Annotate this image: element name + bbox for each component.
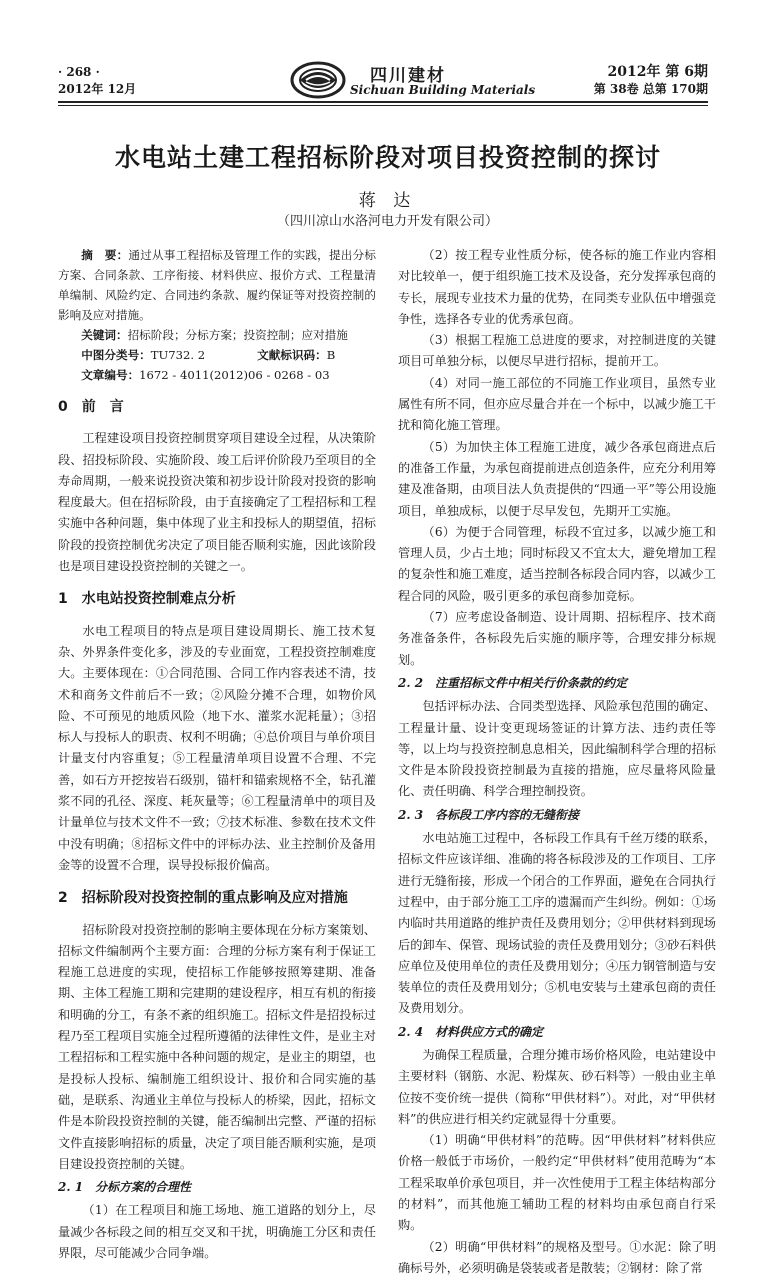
keywords-text: 招标阶段；分标方案；投资控制；应对措施 <box>127 328 348 342</box>
clc-value: TU732. 2 <box>150 348 206 362</box>
journal-masthead <box>290 58 540 102</box>
article-no-label: 文章编号： <box>81 368 140 382</box>
right-column <box>398 245 716 1279</box>
section-2-paragraph: 招标阶段对投资控制的影响主要体现在分标方案策划、招标文件编制两个主要方面：合理的分标方案有利于保证工程施工总进度的实现，使招标工作能够按照筹建期、准备期、主体工程施工期和完建期的建设程序，相互有机的衔接和明确的分工，有条不紊的组织施工。招标文件是招投标过程乃至工程项目实施全过程所遵循的法律性文件，是业主对工程招标和工程实施中各种问题的规定，是业主的期望，也是投标人投标、编制施工组织设计、报价和合同实施的基础，是联系、沟通业主单位与投标人的桥梁，因此，招标文件是本阶段投资控制的关键，能否编制出完整、严谨的招标文件直接影响招标的质量，决定了项目能否顺利实施，是项目建设投资控制的关键。 <box>58 922 376 1171</box>
article-no-value: 1672 - 4011(2012)06 - 0268 - 03 <box>139 368 330 382</box>
section-1-heading: 1 水电站投资控制难点分析 <box>58 591 236 608</box>
header-left <box>58 64 136 98</box>
keywords-label: 关键词： <box>81 328 128 342</box>
journal-name-cn: 四川建材 <box>370 66 446 86</box>
left-column <box>58 245 376 1264</box>
section-2-1-item-1: （1）在工程项目和施工场地、施工道路的划分上，尽量减少各标段之间的相互交叉和干扰，明确施工分区和责任界限，尽可能减少合同争端。 <box>58 1203 376 1260</box>
header-date: 2012年 12月 <box>58 82 137 96</box>
section-2-1-item-6: （6）为便于合同管理，标段不宜过多，以减少施工和管理人员，少占土地；同时标段又不宜太大，避免增加工程的复杂性和施工难度，适当控制各标段合同内容，以减少工程合同的风险，吸引更多的承包商参加竞标。 <box>398 524 716 603</box>
author-name: 蒋 达 <box>358 191 417 211</box>
section-0-heading: 0 前 言 <box>58 399 124 415</box>
section-2-4-item-2: （2）明确“甲供材料”的规格及型号。①水泥：除了明确标号外，必须明确是袋装或者是散装；②钢材：除了常 <box>398 1239 716 1275</box>
article-number-line <box>58 365 376 385</box>
section-2-4-heading: 2. 4 材料供应方式的确定 <box>398 1024 544 1039</box>
abstract-text: 通过从事工程招标及管理工作的实践，提出分标方案、合同条款、工序衔接、材料供应、报价方式、工程量清单编制、风险约定、合同违约条款、履约保证等对投资控制的影响及应对措施。 <box>58 248 376 322</box>
abstract <box>58 245 376 325</box>
section-2-1-item-5: （5）为加快主体工程施工进度，减少各承包商进点后的准备工作量，为承包商提前进点创造条件，应充分利用筹建及准备期，由项目法人负责提供的“四通一平”等公用设施项目，单独成标，以便于尽早发包，先期开工实施。 <box>398 439 716 518</box>
classification-line <box>58 345 376 365</box>
issue-number: 2012年 第 6期 <box>607 64 708 80</box>
header-rule-thin <box>58 105 708 106</box>
section-2-1-heading: 2. 1 分标方案的合理性 <box>58 1180 192 1195</box>
clc-label: 中图分类号： <box>81 348 151 362</box>
journal-name-en: Sichuan Building Materials <box>350 83 536 97</box>
page-number: · 268 · <box>58 65 100 79</box>
journal-logo-icon <box>290 60 346 100</box>
section-2-3-heading: 2. 3 各标段工序内容的无缝衔接 <box>398 807 580 822</box>
section-2-1-item-2: （2）按工程专业性质分标，使各标的施工作业内容相对比较单一，便于组织施工技术及设备，充分发挥承包商的专长，展现专业技术力量的优势，在同类专业队伍中增强竞争性，选择各专业的优秀承包商。 <box>398 248 716 326</box>
author-affiliation: （四川凉山水洛河电力开发有限公司） <box>276 214 498 229</box>
volume-number: 第 38卷 总第 170期 <box>593 82 708 96</box>
keywords <box>58 325 376 345</box>
section-2-2-heading: 2. 2 注重招标文件中相关行价条款的约定 <box>398 675 628 690</box>
doc-code-value: B <box>326 348 336 362</box>
page-header <box>58 58 708 106</box>
header-right <box>594 64 708 98</box>
section-2-1-item-7: （7）应考虑设备制造、设计周期、招标程序、技术商务准备条件，各标段先后实施的顺序等，合理安排分标规划。 <box>398 610 716 667</box>
abstract-label: 摘 要： <box>81 248 129 262</box>
header-rule <box>58 101 708 103</box>
section-2-1-item-4: （4）对同一施工部位的不同施工作业项目，虽然专业属性有所不同，但亦应尽量合并在一个标中，以减少施工干扰和简化施工管理。 <box>398 375 716 433</box>
section-1-paragraph: 水电工程项目的特点是项目建设周期长、施工技术复杂、外界条件变化多，涉及的专业面宽，工程投资控制难度大。主要体现在：①合同范围、合同工作内容表述不清，技术和商务文件前后不一致；②风险分摊不合理，如物价风险、不可预见的地质风险（地下水、灌浆水泥耗量）；③招标人与投标人的职责、权利不明确；④总价项目与单价项目计量支付内容重复；⑤工程量清单项目设置不合理、不完善，如石方开挖按岩石级别，锚杆和锚索规格不全，钻孔灌浆不同的孔径、深度、耗灰量等；⑥工程量清单中的项目及计量单位与技术文件不一致；⑦技术标准、参数在技术文件中没有明确；⑧招标文件中的评标办法、业主控制价及备用金等的设置不合理，误导投标报价偏高。 <box>58 623 376 872</box>
section-2-4-paragraph: 为确保工程质量，合理分摊市场价格风险，电站建设中主要材料（钢筋、水泥、粉煤灰、砂石料等）一般由业主单位按不变价统一提供（简称“甲供材料”）。对此，对“甲供材料”的供应进行相关约定就显得十分重要。 <box>398 1047 716 1126</box>
section-2-2-paragraph: 包括评标办法、合同类型选择、风险承包范围的确定、工程量计量、设计变更现场签证的计算方法、违约责任等等，以上均与投资控制息息相关，因此编制科学合理的招标文件是本阶段投资控制最为直接的措施，应尽量将风险量化、责任明确、科学合理控制投资。 <box>398 699 716 799</box>
article-title: 水电站土建工程招标阶段对项目投资控制的探讨 <box>114 143 661 172</box>
section-2-4-item-1: （1）明确“甲供材料”的范畴。因“甲供材料”材料供应价格一般低于市场价，一般约定“甲供材料”使用范畴为“本工程采取单价承包项目，并一次性使用于工程主体结构部分的材料”，而其他施工辅助工程的材料均由承包商自行采购。 <box>398 1133 716 1233</box>
section-2-heading: 2 招标阶段对投资控制的重点影响及应对措施 <box>58 890 348 907</box>
abstract-block <box>58 245 376 385</box>
section-2-1-item-3: （3）根据工程施工总进度的要求，对控制进度的关键项目可单独分标，以便尽早进行招标，提前开工。 <box>398 333 716 369</box>
section-0-paragraph: 工程建设项目投资控制贯穿项目建设全过程，从决策阶段、招投标阶段、实施阶段、竣工后评价阶段乃至项目的全寿命周期，一般来说投资决策和初步设计阶段对投资的影响程度最大。但在招标阶段，由于直接确定了工程招标和工程实施中各种问题，集中体现了业主和投标人的期望值，招标阶段的投资控制优劣决定了项目能否顺利实施，因此该阶段也是项目建设投资控制的关键之一。 <box>58 431 376 574</box>
section-2-3-paragraph: 水电站施工过程中，各标段工作具有千丝万缕的联系，招标文件应该详细、准确的将各标段涉及的工作项目、工序进行无缝衔接，形成一个闭合的工作界面，避免在合同执行过程中，由于部分施工工序的遗漏而产生纠纷。例如：①场内临时共用道路的维护责任及费用划分；②甲供材料到现场后的卸车、保管、现场试验的责任及费用划分；③砂石料供应单位及使用单位的责任及费用划分；④压力钢管制造与安装单位的责任及费用划分；⑤机电安装与土建承包商的责任及费用划分。 <box>398 831 716 1016</box>
doc-code-label: 文献标识码： <box>257 348 327 362</box>
